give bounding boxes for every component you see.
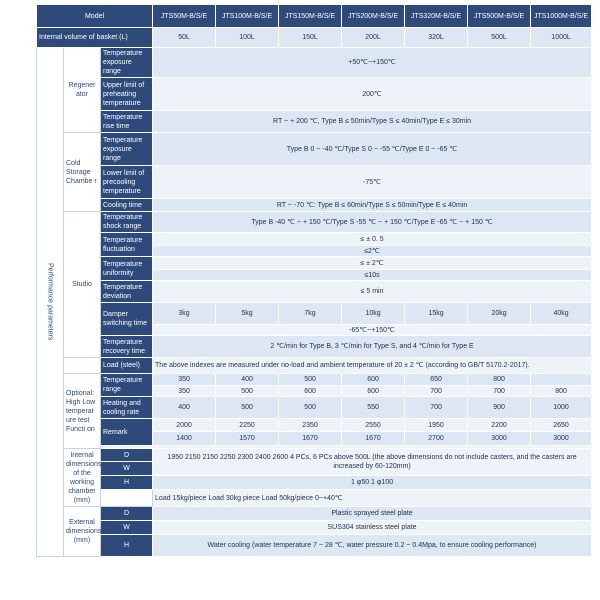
volume-value: 1000L: [531, 28, 592, 48]
cell: 500: [279, 397, 342, 419]
cell: 500: [216, 397, 279, 419]
table-row: [37, 336, 592, 358]
dim-label: H: [101, 535, 153, 557]
row-value: SUS304 stainless steel plate: [153, 521, 592, 535]
optional-label: Optional: High Low temperat ure test Functi on: [64, 374, 101, 449]
table-row: [37, 397, 592, 419]
volume-label: Internal volume of basket (L): [37, 28, 153, 48]
row-label: Cooling time: [101, 199, 153, 212]
cell: 900: [468, 397, 531, 419]
cell: 700: [405, 386, 468, 397]
row-value: 1 φ50 1 φ100: [153, 476, 592, 490]
cell: 400: [216, 374, 279, 386]
row-value: 200℃: [153, 78, 592, 111]
volume-value: 500L: [468, 28, 531, 48]
row-value: ≤ ± 2℃: [153, 257, 592, 270]
row-label: Temperature recovery time: [101, 336, 153, 358]
row-label: Temperature shock range: [101, 212, 153, 233]
row-value: 2 ℃/min for Type B, 3 ℃/min for Type S, and 4 ℃/min for Type E: [153, 336, 592, 358]
row-value: 1950 2150 2150 2250 2300 2400 2600 4 PCs, 6 PCs above 500L (the above dimensions do not include casters, and the casters are increased by 60-120mm): [153, 449, 592, 476]
row-value: +50℃~+150℃: [153, 48, 592, 78]
cell: 1670: [279, 432, 342, 446]
row-label: Temperature deviation: [101, 281, 153, 303]
damper-row: [37, 303, 592, 325]
table-row: [37, 257, 592, 270]
row-label: Lower limit of precooling temperature: [101, 166, 153, 199]
regenerator-label: Regener ator: [64, 48, 101, 133]
cell: 1670: [342, 432, 405, 446]
volume-value: 150L: [279, 28, 342, 48]
volume-row: [37, 28, 592, 48]
table-row: [37, 507, 592, 521]
row-value: ≤2℃: [153, 246, 592, 257]
damper-value: 40kg: [531, 303, 592, 325]
row-value: -65℃~+150℃: [153, 325, 592, 336]
row-label: Temperature uniformity: [101, 257, 153, 281]
row-value: -75℃: [153, 166, 592, 199]
row-value: RT ~ -70 ℃: Type B ≤ 60min/Type S ≤ 50min/Type E ≤ 40min: [153, 199, 592, 212]
blank-cell: [64, 358, 101, 374]
model-name: JTS50M-B/S/E: [153, 5, 216, 28]
row-value: Type B 0 ~ -40 ℃/Type S 0 ~ -55 ℃/Type E 0 ~ -65 ℃: [153, 133, 592, 166]
cell: 350: [153, 374, 216, 386]
row-label: Upper limit of preheating temperature: [101, 78, 153, 111]
table-row: [37, 521, 592, 535]
spec-table: [36, 4, 592, 557]
cell: 2250: [216, 419, 279, 432]
damper-value: 7kg: [279, 303, 342, 325]
model-name: JTS1000M-B/S/E: [531, 5, 592, 28]
row-value: Load 15kg/piece Load 30kg piece Load 50kg/piece 0~+40℃: [153, 490, 592, 507]
dim-label: W: [101, 521, 153, 535]
table-row: [37, 212, 592, 233]
cell: 350: [153, 386, 216, 397]
dim-label: W: [101, 462, 153, 476]
row-label: Temperature fluctuation: [101, 233, 153, 257]
row-value: Type B -40 ℃ ~ + 150 ℃/Type S -55 ℃ ~ + 150 ℃/Type E -65 ℃ ~ + 150 ℃: [153, 212, 592, 233]
row-label: Temperature exposure range: [101, 48, 153, 78]
cell: 400: [153, 397, 216, 419]
model-name: JTS100M-B/S/E: [216, 5, 279, 28]
header-row: [37, 5, 592, 28]
model-name: JTS200M-B/S/E: [342, 5, 405, 28]
cell: 500: [279, 374, 342, 386]
table-row: [37, 358, 592, 374]
row-value: The above indexes are measured under no-load and ambient temperature of 20 ± 2 ℃ (according to GB/T 5170.2-2017).: [153, 358, 592, 374]
model-name: JTS150M-B/S/E: [279, 5, 342, 28]
table-row: [37, 166, 592, 199]
cell: [531, 374, 592, 386]
table-row: [37, 111, 592, 133]
table-row: [37, 233, 592, 246]
row-label: Heating and cooling rate: [101, 397, 153, 419]
model-label: Model: [37, 5, 153, 28]
cell: 600: [279, 386, 342, 397]
cell: 3000: [468, 432, 531, 446]
cell: 600: [342, 374, 405, 386]
table-row: [37, 535, 592, 557]
cell: 2000: [153, 419, 216, 432]
model-name: JTS320M-B/S/E: [405, 5, 468, 28]
dim-label: H: [101, 476, 153, 490]
cell: 2650: [531, 419, 592, 432]
cell: 3000: [531, 432, 592, 446]
table-row: [37, 281, 592, 303]
damper-value: 10kg: [342, 303, 405, 325]
damper-value: 5kg: [216, 303, 279, 325]
row-value: ≤10s: [153, 270, 592, 281]
cell: 1570: [216, 432, 279, 446]
table-row: [37, 490, 592, 507]
row-label: Remark: [101, 419, 153, 446]
table-row: [37, 199, 592, 212]
table-row: [37, 449, 592, 462]
cell: 2350: [279, 419, 342, 432]
cold-storage-label: Cold Storage Chambe r: [64, 133, 101, 212]
studio-label: Studio: [64, 212, 101, 358]
internal-dimensions-label: Internal dimensions of the working chamber (mm): [64, 449, 101, 507]
damper-value: 20kg: [468, 303, 531, 325]
row-value: RT ~ + 200 ℃, Type B ≤ 50min/Type S ≤ 40min/Type E ≤ 30min: [153, 111, 592, 133]
table-row: [37, 78, 592, 111]
row-value: ≤ ± 0. 5: [153, 233, 592, 246]
cell: 600: [342, 386, 405, 397]
cell: 2550: [342, 419, 405, 432]
table-row: [37, 476, 592, 490]
external-dimensions-label: External dimensions (mm): [64, 507, 101, 557]
row-label: Temperature exposure range: [101, 133, 153, 166]
model-name: JTS500M-B/S/E: [468, 5, 531, 28]
row-label: Temperature range: [101, 374, 153, 397]
cell: 550: [342, 397, 405, 419]
table-row: [37, 419, 592, 432]
dim-label: D: [101, 507, 153, 521]
cell: 1950: [405, 419, 468, 432]
damper-value: 3kg: [153, 303, 216, 325]
cell: 700: [405, 397, 468, 419]
cell: 500: [216, 386, 279, 397]
damper-value: 15kg: [405, 303, 468, 325]
cell: 1000: [531, 397, 592, 419]
row-label: Load (steel): [101, 358, 153, 374]
volume-value: 100L: [216, 28, 279, 48]
cell: 650: [405, 374, 468, 386]
volume-value: 50L: [153, 28, 216, 48]
cell: 800: [468, 374, 531, 386]
dim-label: D: [101, 449, 153, 462]
cell: 2700: [405, 432, 468, 446]
cell: 1400: [153, 432, 216, 446]
row-value: Water cooling (water temperature 7 ~ 28 ℃, water pressure 0.2 ~ 0.4Mpa, to ensure cooling performance): [153, 535, 592, 557]
row-value: Plastic sprayed steel plate: [153, 507, 592, 521]
cell: 2200: [468, 419, 531, 432]
row-label: Temperature rise time: [101, 111, 153, 133]
table-row: [37, 48, 592, 78]
cell: 800: [531, 386, 592, 397]
table-row: [37, 374, 592, 386]
cell: 700: [468, 386, 531, 397]
volume-value: 320L: [405, 28, 468, 48]
row-label: Damper switching time: [101, 303, 153, 336]
blank-cell: [101, 490, 153, 507]
table-row: [37, 133, 592, 166]
volume-value: 200L: [342, 28, 405, 48]
row-value: ≤ 5 min: [153, 281, 592, 303]
performance-parameters-label: Performance parameters: [37, 48, 64, 557]
